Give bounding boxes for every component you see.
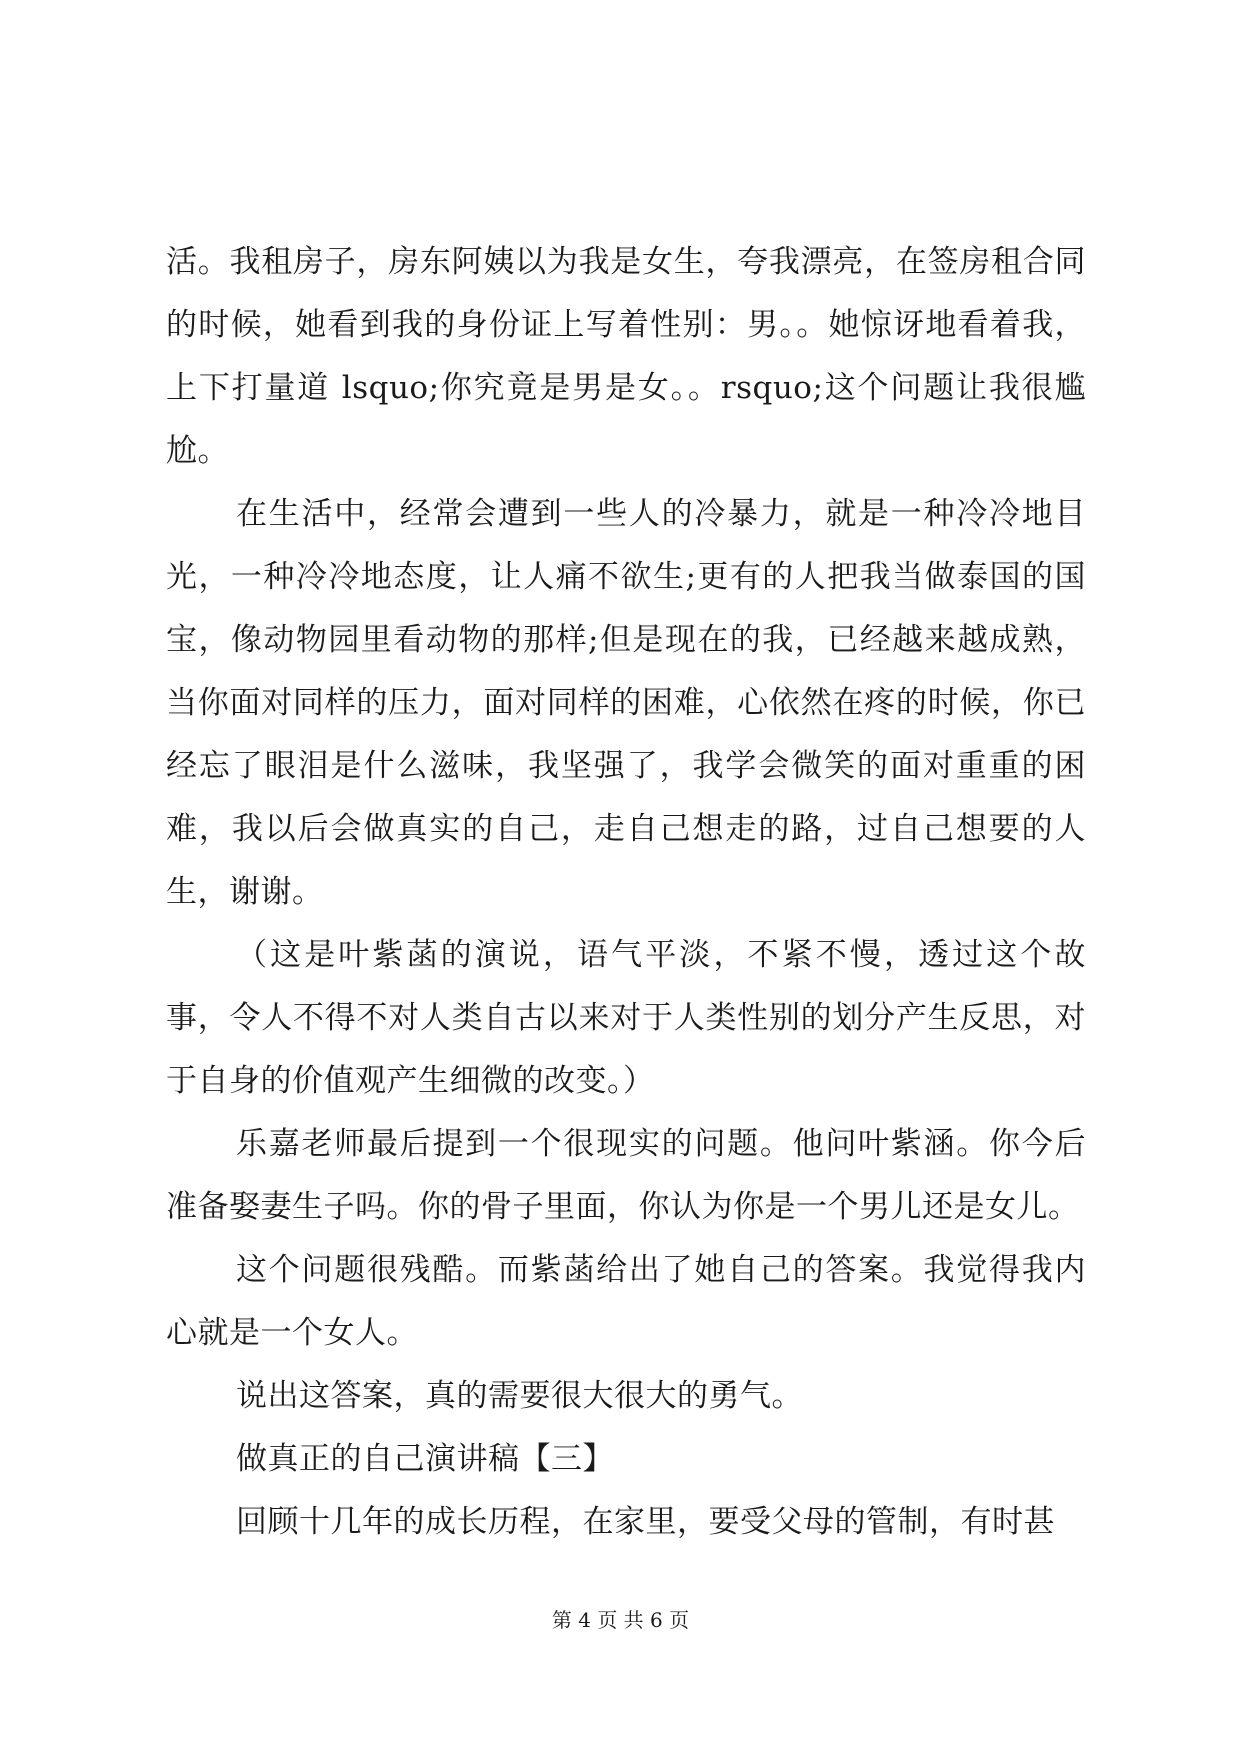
paragraph-4: 乐嘉老师最后提到一个很现实的问题。他问叶紫涵。你今后准备娶妻生子吗。你的骨子里面，你认为你是一个男儿还是女儿。 — [166, 1126, 1086, 1225]
paragraph-5: 这个问题很残酷。而紫菡给出了她自己的答案。我觉得我内心就是一个女人。 — [166, 1252, 1086, 1351]
paragraph-2: 在生活中，经常会遭到一些人的冷暴力，就是一种冷冷地目光，一种冷冷地态度，让人痛不欲生;更有的人把我当做泰国的国宝，像动物园里看动物的那样;但是现在的我，已经越来越成熟，当你面对同样的压力，面对同样的困难，心依然在疼的时候，你已经忘了眼泪是什么滋味，我坚强了，我学会微笑的面对重重的困难，我以后会做真实的自己，走自己想走的路，过自己想要的人生，谢谢。 — [166, 496, 1086, 910]
paragraph-7: 回顾十几年的成长历程，在家里，要受父母的管制，有时甚 — [236, 1504, 1055, 1540]
paragraph-6: 说出这答案，真的需要很大很大的勇气。 — [236, 1378, 803, 1414]
page-number-label: 第 4 页 共 6 页 — [551, 1608, 690, 1632]
paragraph-3: （这是叶紫菡的演说，语气平淡，不紧不慢，透过这个故事，令人不得不对人类自古以来对于人类性别的划分产生反思，对于自身的价值观产生细微的改变。） — [166, 937, 1086, 1099]
section-heading: 做真正的自己演讲稿【三】 — [236, 1441, 614, 1477]
page-footer — [0, 1606, 1241, 1634]
paragraph-1: 活。我租房子，房东阿姨以为我是女生，夸我漂亮，在签房租合同的时候，她看到我的身份证上写着性别：男。。她惊讶地看着我，上下打量道 lsquo;你究竟是男是女。。rsquo;这个问题让我很尴尬。 — [166, 244, 1086, 469]
body-text — [166, 231, 1086, 1554]
